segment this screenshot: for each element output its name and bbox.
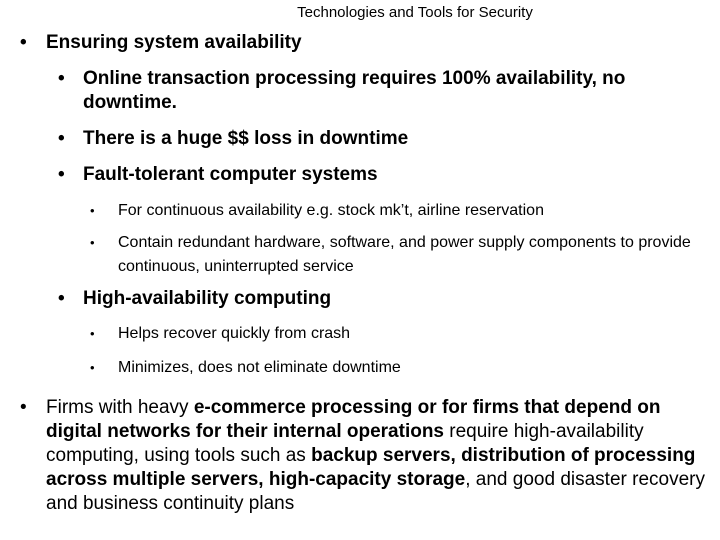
bullet-icon: • <box>20 32 27 53</box>
final-paragraph <box>46 396 710 516</box>
list-item <box>58 163 708 187</box>
sub-list-item <box>90 322 710 346</box>
final-bold-2: backup servers, distribution of processing across multiple servers, high-capacity storage <box>46 445 696 490</box>
heading-text: Ensuring system availability <box>46 32 302 53</box>
list-item <box>58 67 708 115</box>
item-text: High-availability computing <box>83 288 332 309</box>
bullet-icon: • <box>90 326 95 341</box>
slide-title: Technologies and Tools for Security <box>297 4 533 21</box>
list-item <box>58 127 708 151</box>
subitem-text: Helps recover quickly from crash <box>118 325 351 342</box>
bullet-icon: • <box>20 397 27 418</box>
sub-list-item <box>90 356 710 380</box>
item-text: There is a huge $$ loss in downtime <box>83 128 409 149</box>
bullet-icon: • <box>58 68 65 89</box>
final-text-1: Firms with heavy <box>46 397 194 418</box>
subitem-text: Contain redundant hardware, software, and power supply components to provide continuous, uninterrupted service <box>118 234 691 275</box>
final-text-2: require high-availability computing, using tools such as <box>46 421 644 466</box>
subitem-text: Minimizes, does not eliminate downtime <box>118 359 401 376</box>
item-text: Fault-tolerant computer systems <box>83 164 378 185</box>
bullet-icon: • <box>58 128 65 149</box>
sub-list-item <box>90 199 710 223</box>
bullet-icon: • <box>90 203 95 218</box>
sub-list-item <box>90 231 710 279</box>
bullet-icon: • <box>58 164 65 185</box>
bullet-final <box>20 396 710 516</box>
bullet-heading <box>20 31 710 55</box>
item-text: Online transaction processing requires 100% availability, no downtime. <box>83 68 626 113</box>
final-bold-1: e-commerce processing or for firms that depend on digital networks for their internal operations <box>46 397 661 442</box>
bullet-icon: • <box>90 360 95 375</box>
final-text-3: , and good disaster recovery and business continuity plans <box>46 469 705 514</box>
list-item <box>58 287 708 311</box>
subitem-text: For continuous availability e.g. stock mk’t, airline reservation <box>118 202 544 219</box>
bullet-icon: • <box>58 288 65 309</box>
bullet-icon: • <box>90 235 95 250</box>
